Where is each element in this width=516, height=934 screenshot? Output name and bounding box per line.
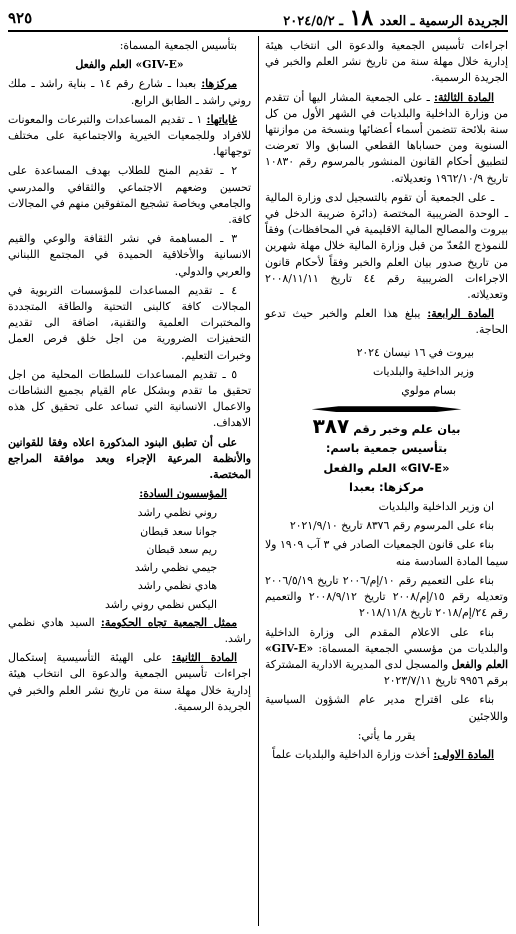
signature-name: بسام مولوي [401, 384, 456, 398]
goal-three: ٣ ـ المساهمة في نشر الثقافة والوعي والقيم الانسانية والأخلاقية الحميدة في المجتمع اللبناني والعربي والدولي. [8, 232, 251, 278]
article-four [265, 306, 508, 338]
gazette-title-text: الجريدة الرسمية ـ العدد [379, 14, 508, 29]
paragraph: بناء على اقتراح مدير عام الشؤون السياسية واللاجئين [265, 693, 508, 723]
left-column [8, 38, 251, 718]
list-item: جيمي نظمي راشد [134, 561, 217, 575]
paragraph-text: والمسجل لدى المديرية الادارية المشتركة برقم ٩٩٥٦ تاريخ ٢٠٢٣/٧/١١ [265, 657, 508, 688]
divider-ornament [312, 406, 462, 412]
signature-date: بيروت في ١٦ نيسان ٢٠٢٤ [356, 345, 474, 359]
article-three [265, 90, 508, 187]
goal-four: ٤ ـ تقديم المساعدات للمؤسسات التربوية في المجالات كافة كالبنى التحتية والطاقة المتجددة والمختبرات العلمية والتقنية، اضافة الى تقديم التحفيزات الضرورية من اجل خلق فرص العمل وخبرات التعليم. [8, 283, 251, 362]
government-representative [8, 615, 251, 647]
list-item: روني نظمي راشد [137, 506, 217, 520]
founders-list [8, 505, 251, 612]
association-name-inline: «GIV-E» العلم والفعل [265, 641, 508, 671]
goal-two: ٢ ـ تقديم المنح للطلاب بهدف المساعدة على تحسين وضعهم الاجتماعي والثقافي والمدرسي والجامعي وبخاصة تشجيع المتفوقين منهم في المجالات كافة. [8, 164, 251, 227]
founders-label: المؤسسون السادة: [139, 487, 227, 501]
gov-rep-text: السيد هادي نظمي راشد. [8, 615, 251, 645]
article-label: المادة الثانية: [171, 651, 238, 665]
decision-title [265, 414, 508, 439]
paragraph: ان وزير الداخلية والبلديات [378, 500, 494, 514]
article-one [265, 747, 508, 763]
founders-heading [8, 486, 251, 502]
signature-title: وزير الداخلية والبلديات [373, 364, 474, 378]
decision-subtitle: بتأسيس جمعية باسم: [325, 441, 448, 456]
paragraph: بناء على المرسوم رقم ٨٣٧٦ تاريخ ٢٠٢١/٩/١٠ [289, 519, 494, 533]
association-hq [8, 76, 251, 108]
association-name: «GIV-E» العلم والفعل [323, 460, 450, 475]
goal-one [8, 112, 251, 161]
list-item: جوانا سعد قبطان [140, 524, 217, 538]
page-header [8, 6, 508, 32]
goal-five: ٥ ـ تقديم المساعدات للسلطات المحلية من اجل تحقيق ما تقدم وبشكل عام القيام بجميع النشاطات والاعمال الانسانية التي تساعد على تحقيق كل هذه الاهداف. [8, 367, 251, 430]
article-two [8, 650, 251, 715]
article-text: على الهيئة التأسيسية إستكمال اجراءات تأسيس الجمعية والدعوة الى انتخاب هيئة إدارية خلال مهلة سنة من تاريخ نشر العلم والخبر في الجريدة الرسمية. [8, 651, 251, 713]
decision-number: ٣٨٧ [312, 414, 350, 439]
right-column [265, 38, 508, 766]
gazette-title [283, 5, 508, 31]
article-label: المادة الرابعة: [427, 307, 494, 321]
article-label: المادة الثالثة: [433, 90, 494, 104]
condition-clause: على أن تطبق البنود المذكورة اعلاه وفقا للقوانين والأنظمة المرعية الإجراء وبعد موافقة المراجع المختصة. [8, 435, 251, 482]
article-text: يبلغ هذا العلم والخبر حيث تدعو الحاجة. [265, 307, 508, 337]
paragraph: بناء على التعميم رقم ١٠/إم/٢٠٠٦ تاريخ ٢٠٠٦/٥/١٩ وتعديله رقم ١٥/إم/٢٠٠٨ تاريخ ٢٠٠٨/٩/١٢ والتعميم رقم ٢٤/إم/٢٠١٨ تاريخ ٢٠١٨/١١/٨ [265, 573, 508, 620]
hq-text: بعبدا ـ شارع رقم ١٤ ـ بناية راشد ـ ملك روني راشد ـ الطابق الرابع. [8, 77, 251, 107]
gov-rep-label: ممثل الجمعية تجاه الحكومة: [100, 615, 237, 629]
association-name: «GIV-E» العلم والفعل [75, 58, 184, 72]
hq-label: مركزها: [201, 77, 237, 91]
issue-number: ١٨ [349, 5, 374, 31]
paragraph [265, 625, 508, 690]
column-divider [258, 36, 259, 926]
paragraph-text: بناء على الاعلام المقدم الى وزارة الداخلية والبلديات من مؤسسي الجمعية المسماة: [265, 625, 508, 655]
section-divider [265, 404, 508, 414]
article-text: أخذت وزارة الداخلية والبلديات علماً [272, 747, 434, 761]
decides-line: يقرر ما يأتي: [357, 728, 416, 742]
paragraph: بناء على قانون الجمعيات الصادر في ٣ آب ١٩٠٩ ولا سيما المادة السادسة منه [265, 538, 508, 568]
page-number: ٩٢٥ [8, 9, 33, 27]
association-hq: مركزها: بعبدا [348, 479, 425, 494]
issue-date: ـ ٢٠٢٤/٥/٢ [283, 14, 344, 29]
decision-title-text: بيان علم وخبر رقم [353, 422, 461, 437]
goals-label: غاياتها: [206, 112, 237, 126]
list-item: ريم سعد قبطان [146, 542, 217, 556]
list-item: هادي نظمي راشد [137, 579, 217, 593]
paragraph: ـ على الجمعية أن تقوم بالتسجيل لدى وزارة المالية ـ الوحدة الضريبية المختصة (دائرة ضريبة الدخل في بيروت والمصالح المالية الاقليمية في المحافظات) وفقاً للنموذج المُعدّ من قبل وزارة المالية خلال مهلة شهرين من تاريخ صدور بيان العلم والخبر وفقاً لأحكام قانون الاجراءات الضريبية رقم ٤٤ تاريخ ٢٠٠٨/١١/١١ وتعديلاته. [265, 190, 508, 302]
article-label: المادة الاولى: [433, 747, 494, 761]
article-text: ـ على الجمعية المشار اليها أن تتقدم من وزارة الداخلية والبلديات في الشهر الأول من كل سنة بلائحة تتضمن أسماء أعضائها وبنسخة من موازنتها السنوية ومن حساباها القطعي السابق والا تعرضت لتطبيق أحكام القانون المنشور بالمرسوم رقم ١٠٨٣٠ تاريخ ١٩٦٢/١٠/٩ وتعديلاته. [265, 90, 508, 185]
goal-text: ١ ـ تقديم المساعدات والتبرعات والمعونات للافراد وللجمعيات الخيرية والاجتماعية على مختلف توجهاتها. [8, 112, 251, 159]
list-item: اليكس نظمي روني راشد [104, 597, 217, 611]
paragraph: اجراءات تأسيس الجمعية والدعوة الى انتخاب هيئة إدارية خلال مهلة سنة من تاريخ نشر العلم والخبر في الجريدة الرسمية. [265, 39, 508, 85]
paragraph: بتأسيس الجمعية المسماة: [119, 39, 237, 52]
